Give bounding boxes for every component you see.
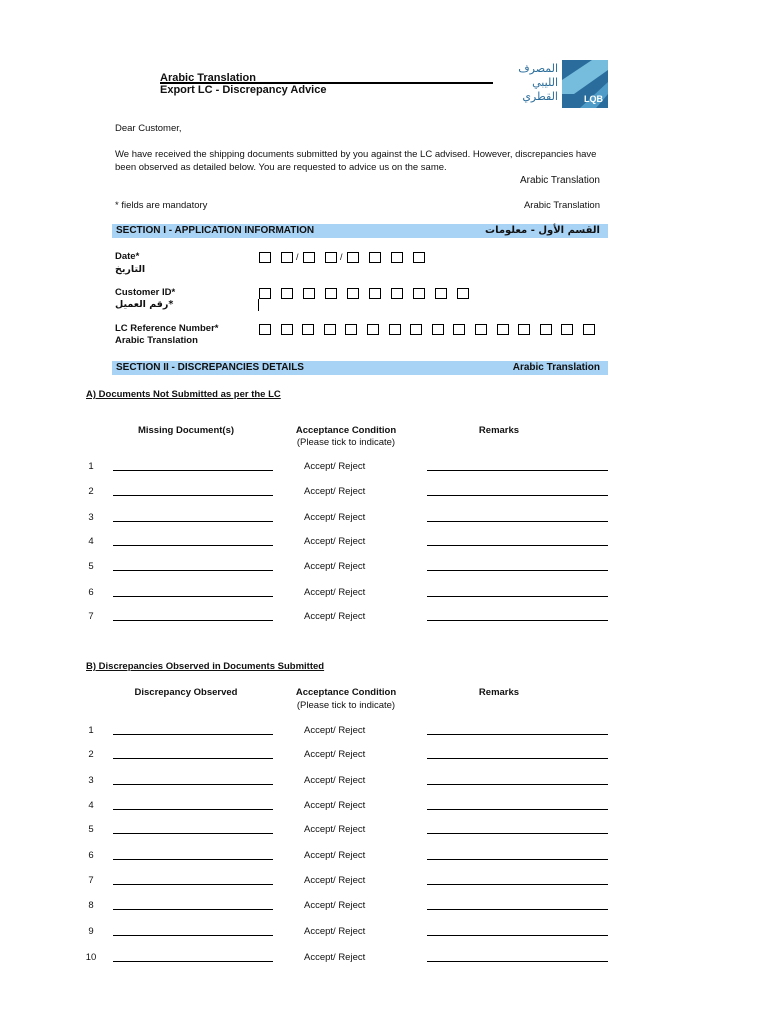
- date-digit-box[interactable]: [325, 252, 337, 263]
- row-number: 2: [88, 486, 94, 497]
- acceptance-condition[interactable]: Accept/ Reject: [304, 749, 366, 760]
- lc-ref-char-box[interactable]: [540, 324, 552, 335]
- customer-id-char-box[interactable]: [457, 288, 469, 299]
- section1-header: [112, 224, 608, 238]
- missing-document-line[interactable]: [113, 596, 273, 597]
- discrepancy-line[interactable]: [113, 809, 273, 810]
- lc-ref-label: LC Reference Number*: [115, 323, 219, 334]
- customer-id-char-box[interactable]: [303, 288, 315, 299]
- acceptance-condition[interactable]: Accept/ Reject: [304, 536, 366, 547]
- acceptance-condition[interactable]: Accept/ Reject: [304, 926, 366, 937]
- lc-ref-char-box[interactable]: [497, 324, 509, 335]
- lc-ref-char-box[interactable]: [518, 324, 530, 335]
- customer-id-char-box[interactable]: [413, 288, 425, 299]
- customer-id-box-tick: [258, 299, 259, 311]
- salutation: Dear Customer,: [115, 123, 182, 134]
- lc-ref-char-box[interactable]: [302, 324, 314, 335]
- acceptance-condition[interactable]: Accept/ Reject: [304, 824, 366, 835]
- remarks-line[interactable]: [427, 521, 608, 522]
- lc-ref-char-box[interactable]: [389, 324, 401, 335]
- date-label-arabic: التاريخ: [115, 264, 146, 275]
- bank-logo: [510, 60, 610, 108]
- discrepancy-line[interactable]: [113, 833, 273, 834]
- part-a-heading: A) Documents Not Submitted as per the LC: [86, 389, 281, 400]
- row-number: 1: [88, 725, 94, 736]
- remarks-line[interactable]: [427, 470, 608, 471]
- remarks-line[interactable]: [427, 809, 608, 810]
- customer-id-char-box[interactable]: [435, 288, 447, 299]
- row-number: 4: [88, 800, 94, 811]
- remarks-line[interactable]: [427, 961, 608, 962]
- missing-document-line[interactable]: [113, 570, 273, 571]
- discrepancy-line[interactable]: [113, 884, 273, 885]
- row-number: 1: [88, 461, 94, 472]
- row-number: 7: [88, 875, 94, 886]
- customer-id-label: Customer ID*: [115, 287, 176, 298]
- part-b-col-acceptance-sub: (Please tick to indicate): [296, 700, 396, 711]
- row-number: 3: [88, 775, 94, 786]
- discrepancy-line[interactable]: [113, 784, 273, 785]
- missing-document-line[interactable]: [113, 470, 273, 471]
- logo-arabic-line2: الليبي: [532, 76, 558, 89]
- date-digit-box[interactable]: [369, 252, 381, 263]
- part-a-col-remarks: Remarks: [478, 425, 520, 436]
- row-number: 10: [85, 952, 97, 963]
- row-number: 5: [88, 824, 94, 835]
- mandatory-note: * fields are mandatory: [115, 200, 208, 211]
- acceptance-condition[interactable]: Accept/ Reject: [304, 561, 366, 572]
- lc-ref-char-box[interactable]: [410, 324, 422, 335]
- intro-paragraph-line2: been observed as detailed below. You are requested to advice us on the same.: [115, 162, 447, 173]
- date-digit-box[interactable]: [281, 252, 293, 263]
- missing-document-line[interactable]: [113, 545, 273, 546]
- date-separator: /: [340, 252, 343, 262]
- part-b-heading: B) Discrepancies Observed in Documents Submitted: [86, 661, 325, 672]
- acceptance-condition[interactable]: Accept/ Reject: [304, 486, 366, 497]
- remarks-line[interactable]: [427, 495, 608, 496]
- customer-id-char-box[interactable]: [347, 288, 359, 299]
- discrepancy-line[interactable]: [113, 734, 273, 735]
- row-number: 8: [88, 900, 94, 911]
- lc-ref-char-box[interactable]: [475, 324, 487, 335]
- lc-ref-char-box[interactable]: [453, 324, 465, 335]
- logo-arabic-line1: المصرف: [518, 62, 558, 75]
- logo-text: LQB: [584, 94, 603, 104]
- remarks-line[interactable]: [427, 620, 608, 621]
- mandatory-note-arabic: Arabic Translation: [523, 200, 600, 211]
- remarks-line[interactable]: [427, 935, 608, 936]
- remarks-line[interactable]: [427, 884, 608, 885]
- part-a-col-acceptance: Acceptance Condition: [295, 425, 397, 436]
- remarks-line[interactable]: [427, 859, 608, 860]
- acceptance-condition[interactable]: Accept/ Reject: [304, 952, 366, 963]
- lc-ref-char-box[interactable]: [583, 324, 595, 335]
- lc-ref-char-box[interactable]: [259, 324, 271, 335]
- form-title: Export LC - Discrepancy Advice: [160, 84, 327, 96]
- discrepancy-line[interactable]: [113, 935, 273, 936]
- remarks-line[interactable]: [427, 833, 608, 834]
- customer-id-char-box[interactable]: [369, 288, 381, 299]
- remarks-line[interactable]: [427, 909, 608, 910]
- acceptance-condition[interactable]: Accept/ Reject: [304, 611, 366, 622]
- row-number: 9: [88, 926, 94, 937]
- discrepancy-line[interactable]: [113, 758, 273, 759]
- row-number: 6: [88, 850, 94, 861]
- date-digit-box[interactable]: [413, 252, 425, 263]
- lc-ref-char-box[interactable]: [281, 324, 293, 335]
- remarks-line[interactable]: [427, 758, 608, 759]
- remarks-line[interactable]: [427, 545, 608, 546]
- section2-header: [112, 361, 608, 375]
- intro-arabic-translation: Arabic Translation: [519, 175, 600, 186]
- discrepancy-line[interactable]: [113, 859, 273, 860]
- row-number: 6: [88, 587, 94, 598]
- row-number: 4: [88, 536, 94, 547]
- part-a-col-missing-docs: Missing Document(s): [137, 425, 235, 436]
- date-digit-box[interactable]: [391, 252, 403, 263]
- lc-ref-char-box[interactable]: [324, 324, 336, 335]
- date-digit-box[interactable]: [259, 252, 271, 263]
- discrepancy-line[interactable]: [113, 961, 273, 962]
- section2-title: SECTION II - DISCREPANCIES DETAILS: [116, 362, 304, 373]
- acceptance-condition[interactable]: Accept/ Reject: [304, 800, 366, 811]
- date-digit-box[interactable]: [347, 252, 359, 263]
- missing-document-line[interactable]: [113, 521, 273, 522]
- part-b-col-discrepancy: Discrepancy Observed: [134, 687, 238, 698]
- customer-id-label-arabic: رقم العميل*: [115, 299, 174, 310]
- remarks-line[interactable]: [427, 596, 608, 597]
- form-title-arabic: Arabic Translation: [160, 72, 256, 84]
- logo-arabic-line3: القطري: [522, 90, 558, 103]
- part-b-col-remarks: Remarks: [478, 687, 520, 698]
- acceptance-condition[interactable]: Accept/ Reject: [304, 850, 366, 861]
- lc-ref-char-box[interactable]: [432, 324, 444, 335]
- acceptance-condition[interactable]: Accept/ Reject: [304, 461, 366, 472]
- row-number: 3: [88, 512, 94, 523]
- lc-ref-char-box[interactable]: [367, 324, 379, 335]
- intro-paragraph-line1: We have received the shipping documents submitted by you against the LC advised. However, discrepancies have: [115, 149, 597, 160]
- acceptance-condition[interactable]: Accept/ Reject: [304, 875, 366, 886]
- customer-id-char-box[interactable]: [281, 288, 293, 299]
- row-number: 7: [88, 611, 94, 622]
- acceptance-condition[interactable]: Accept/ Reject: [304, 512, 366, 523]
- remarks-line[interactable]: [427, 570, 608, 571]
- date-digit-box[interactable]: [303, 252, 315, 263]
- missing-document-line[interactable]: [113, 620, 273, 621]
- row-number: 5: [88, 561, 94, 572]
- discrepancy-line[interactable]: [113, 909, 273, 910]
- lc-ref-char-box[interactable]: [561, 324, 573, 335]
- part-a-col-acceptance-sub: (Please tick to indicate): [296, 437, 396, 448]
- section1-title: SECTION I - APPLICATION INFORMATION: [116, 225, 315, 236]
- section2-title-arabic: Arabic Translation: [512, 362, 600, 373]
- remarks-line[interactable]: [427, 784, 608, 785]
- acceptance-condition[interactable]: Accept/ Reject: [304, 725, 366, 736]
- lc-ref-label-arabic: Arabic Translation: [115, 335, 198, 346]
- customer-id-char-box[interactable]: [259, 288, 271, 299]
- customer-id-char-box[interactable]: [391, 288, 403, 299]
- customer-id-char-box[interactable]: [325, 288, 337, 299]
- acceptance-condition[interactable]: Accept/ Reject: [304, 900, 366, 911]
- acceptance-condition[interactable]: Accept/ Reject: [304, 587, 366, 598]
- section1-title-arabic: القسم الأول - معلومات: [485, 225, 600, 236]
- row-number: 2: [88, 749, 94, 760]
- part-b-col-acceptance: Acceptance Condition: [295, 687, 397, 698]
- lc-ref-char-box[interactable]: [345, 324, 357, 335]
- date-label: Date*: [115, 251, 140, 262]
- date-separator: /: [296, 252, 299, 262]
- acceptance-condition[interactable]: Accept/ Reject: [304, 775, 366, 786]
- remarks-line[interactable]: [427, 734, 608, 735]
- missing-document-line[interactable]: [113, 495, 273, 496]
